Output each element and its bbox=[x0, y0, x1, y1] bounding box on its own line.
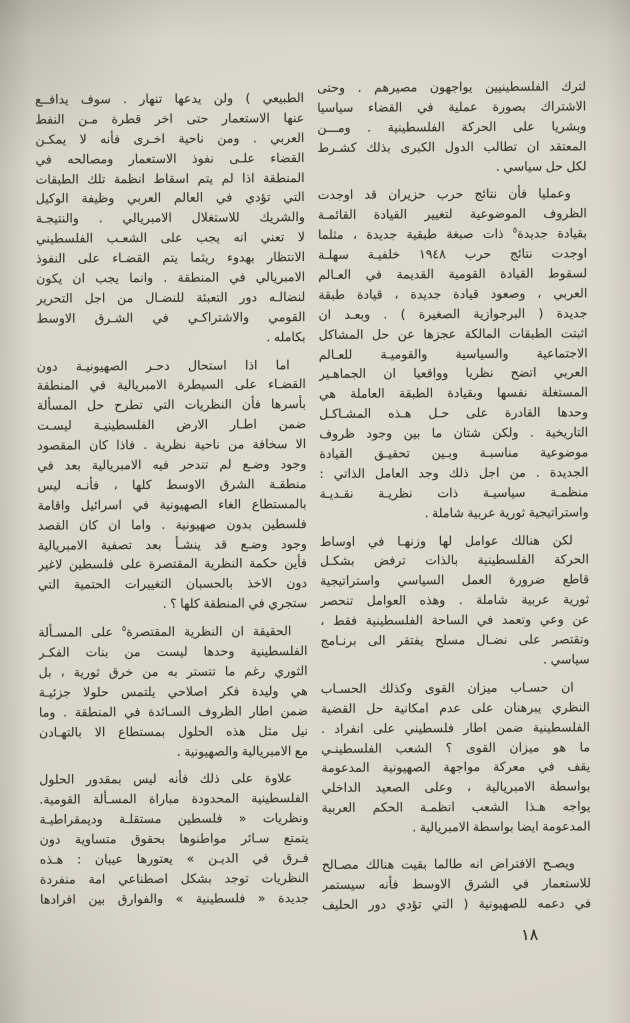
text-line: للاستعمار في الشرق الاوسط فأنه سيستمر bbox=[321, 875, 591, 892]
paragraph bbox=[35, 88, 306, 348]
text-line: القضـاء على السيطرة الامبريالية في المنطقة bbox=[36, 376, 306, 394]
text-line: الانتظار بهدوء ريثما يتم القضـاء على النفوذ bbox=[36, 249, 306, 266]
text-line: المعتقد ان تطالب الدول الكبرى بذلك كشـرط bbox=[317, 137, 587, 155]
text-line: ويصـح الافتراض انه طالما بقيت هنالك مصـالح bbox=[321, 855, 575, 872]
text-line: نيل مثل هذه الحلول بمستطاع الا بالتهـادن bbox=[38, 722, 309, 740]
text-line: الاجتماعية والسياسية والقوميـة للعـالم bbox=[318, 344, 588, 362]
text-line: بأسرها فأن النظريات التي تطرح حل المسألة bbox=[36, 396, 307, 414]
text-line: اوجدت نتائج حرب ١٩٤٨ خلفيـة سهلـة bbox=[318, 245, 588, 263]
text-line: الحركة الفلسطينية بالذات ترفض بشكـل bbox=[319, 551, 589, 569]
text-line: الطبيعي ) ولن يدعها تنهار . سوف يدافــع bbox=[35, 90, 305, 107]
text-line: لترك الفلسطينيين يواجهون مصيرهم . وحتى bbox=[317, 78, 587, 95]
paragraph bbox=[320, 530, 590, 671]
text-line: النظريات توجد بشكل اصطناعي امة منفردة bbox=[39, 869, 309, 887]
text-line: لا تعني انه يجب على الشعـب الفلسطيني bbox=[35, 229, 306, 246]
text-line: الامبريالي في المنطقة . وانما يجب ان يكون bbox=[36, 269, 306, 286]
text-columns bbox=[35, 76, 591, 916]
text-line: الفلسطينية وحدها ليست من بنات الفكـر bbox=[38, 643, 308, 660]
text-line: عن وعي وتعمد في الساحة الفلسطينية فقط ، bbox=[320, 611, 590, 629]
text-line: الظروف الموضوعية لتغيير القيادة القائمـة bbox=[317, 205, 587, 223]
paragraph bbox=[321, 677, 591, 838]
text-line: جديدة « فلسطينية » والفوارق بين افرادها bbox=[39, 889, 310, 907]
footnote-marker: ٥ bbox=[121, 624, 127, 634]
text-line: اثبتت الطبقات المالكة عجزها عن حل المشاكل bbox=[318, 324, 588, 342]
text-line: جديدة ( البرجوازية الصغيرة ) . وبعـد ان bbox=[318, 305, 588, 322]
text-line: العربي اتضح نظريا وواقعيا ان الجماهـير bbox=[318, 364, 588, 382]
paragraph bbox=[38, 621, 308, 762]
text-line: القضاء علـى نفوذ الاستعمار ومصالحه في bbox=[35, 149, 305, 167]
text-line: المدعومة ايضا بواسطة الامبريالية . bbox=[412, 818, 591, 835]
paragraph bbox=[322, 853, 591, 914]
text-line: موضوعية مناسبـة وبـين تحقيـق القيادة bbox=[319, 444, 589, 461]
text-line: الفلسطينية ضمن اطار فلسطيني على انفراد . bbox=[320, 718, 591, 736]
text-line: الفلسطينية المحدودة مباراة المسـألة القومية. bbox=[39, 790, 309, 807]
text-line: علاوة على ذلك فأنه ليس بمقدور الحلول bbox=[39, 770, 293, 788]
text-line: المنطقة اذا لم يتم اسقاط انظمة تلك الطبقات bbox=[35, 169, 305, 187]
text-line: منظمـة سياسيـة ذات نظريـة نقـديـة bbox=[319, 484, 589, 501]
text-line: دون الاخذ بالحسبان التغييرات الحتمية التي bbox=[38, 575, 308, 593]
text-line: ثورية عربية شاملة . وهذه العوامل تنحصر bbox=[320, 591, 590, 609]
text-line: لكن هنالك عوامل لها وزنهـا في اوساط bbox=[319, 532, 573, 549]
text-line: في دعمه للصهيونية ( التي تؤدي دور الحليف bbox=[322, 895, 592, 912]
text-line: وجود وضـع قد ينشـأ بعد تصفية الامبريالية bbox=[37, 535, 307, 553]
text-line: ان حسـاب ميزان القوى وكذلك الحسـاب bbox=[320, 679, 574, 696]
text-line: لكل حل سياسي . bbox=[495, 157, 587, 174]
text-line: بكامله . bbox=[266, 328, 306, 344]
text-line: ما هو ميزان القوى ؟ الشعب الفلسطينـي bbox=[321, 738, 591, 756]
text-line: مع الامبريالية والصهيونية . bbox=[176, 742, 309, 759]
text-line: ضمن اطار الظروف السـائدة في المنطقة . وما bbox=[38, 702, 308, 720]
text-line: لسقوط القيادة القومية القديمة في العـالم bbox=[318, 265, 588, 282]
text-line: المستغلة نفسها وبقيادة الطبقة العاملة هي bbox=[318, 384, 588, 402]
text-line: التاريخية . ولكن شتان ما بين وجود ظروف bbox=[319, 424, 589, 442]
text-line: يواجه هـذا الشعب انظمـة الحكم العربية bbox=[321, 798, 591, 816]
paragraph bbox=[37, 355, 308, 615]
text-line: هي وليدة فكر اصلاحي يلتمس حلولا جزئيـة bbox=[38, 682, 308, 700]
text-line: يتمتع سـائر مواطنوها بحقوق متساوية دون bbox=[39, 830, 309, 847]
text-line: ونظريات « فلسطين مستقلـة وديمقراطيـة bbox=[39, 810, 309, 827]
text-line: سياسي . bbox=[543, 651, 590, 667]
text-line: العربي . ومن ناحية اخـرى فأنه لا يمكـن bbox=[35, 129, 305, 147]
text-line: النظري يبرهنان على عدم امكانية حل القضية bbox=[320, 699, 590, 716]
text-line: الاشتراك بصورة عملية في القضاء سياسيا bbox=[317, 98, 587, 115]
text-line: الحقيقة ان النظرية المقتصرة$^٥$ على المسـألة bbox=[38, 623, 292, 640]
text-line: ضمن اطـار الارض الفلسطينيـة ليسـت bbox=[37, 416, 307, 433]
column-left bbox=[35, 88, 309, 916]
text-line: التي تؤدي في العالم العربي وظيفة الوكيل bbox=[35, 189, 305, 207]
text-line: اما اذا استحال دحـر الصهيونيـة دون bbox=[36, 356, 290, 374]
text-line: ستجري في المنطقة كلها ؟ . bbox=[162, 595, 308, 612]
text-line: الا سخافة من ناحية نظرية . فاذا كان المقصود bbox=[37, 436, 307, 453]
footnote-marker: ٥ bbox=[512, 225, 518, 235]
text-line: عنها الاستعمار حتى اخر قطرة مـن النفط bbox=[35, 109, 305, 127]
text-line: فأين حكمة النظرية المقتصرة على فلسطين لاغير bbox=[37, 555, 308, 573]
text-line: وعمليا فأن نتائج حرب حزيران قد اوجدت bbox=[317, 185, 571, 203]
text-line: يقف في معركة مواجهة الصهيونية المدعومة bbox=[321, 758, 591, 776]
text-line: الثوري رغم ما تتستر به من خرق ثورية ، بل bbox=[38, 662, 308, 680]
text-line: منطقـة الشرق الاوسط كلها ، فأنـه ليس bbox=[37, 475, 307, 493]
column-right bbox=[317, 76, 591, 914]
paragraph bbox=[39, 768, 309, 909]
text-line: القومي والاشتراكـي في الشـرق الاوسط bbox=[36, 308, 306, 326]
text-line: فلسطين بدون صهيونية . واما ان كان القصد bbox=[37, 515, 307, 533]
text-line: الجديدة . من اجل ذلك وجد العامل الذاتي : bbox=[319, 464, 589, 481]
text-line: قاطع ضرورة العمل السياسي واستراتيجية bbox=[320, 571, 590, 589]
text-line: العربي ، وصعود قيادة جديدة ، قيادة طبقة bbox=[318, 285, 588, 302]
text-line: بقيادة جديدة$^٥$ ذات صبغة طبقية جديدة ، مثلما bbox=[317, 225, 587, 243]
text-line: فـرق في الديـن » يعتورها عيبان : هـذه bbox=[39, 849, 309, 867]
text-line: والشريك للاستغلال الامبريالي . والنتيجـة bbox=[35, 209, 305, 227]
text-line: وتقتصر على نضـال مسلح يفتقر الى برنـامج bbox=[320, 631, 590, 648]
text-line: وحدها القادرة على حـل هـذه المشـاكـل bbox=[319, 404, 589, 422]
text-line: واستراتيجية ثورية عربية شاملة . bbox=[424, 504, 589, 521]
paragraph bbox=[317, 76, 587, 177]
text-line: بواسطة الامبريالية ، وعلى الصعيد الداخلي bbox=[321, 778, 591, 796]
text-line: وجود وضـع لم تندحر فيه الامبريالية بعد في bbox=[37, 456, 307, 473]
paragraph bbox=[318, 184, 589, 524]
text-line: لنضالـه دور التعبئة للنضـال من اجل التحرير bbox=[36, 288, 306, 306]
text-line: وبشريا على الحركة الفلسطينية . ومـــن bbox=[317, 118, 587, 135]
text-line: بالمستطاع الغاء الصهيونية في اسرائيل واقامة bbox=[37, 495, 307, 513]
page-number: ١٨ bbox=[520, 924, 539, 945]
